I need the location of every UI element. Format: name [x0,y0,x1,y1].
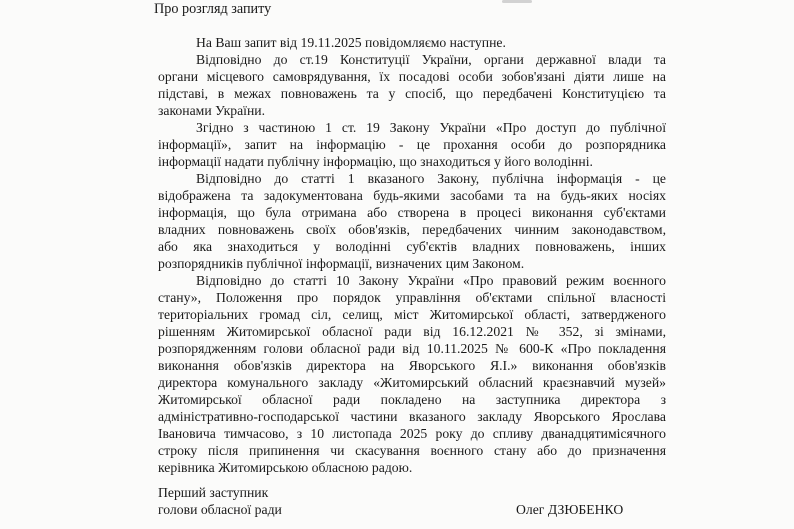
text-line: директора комунального закладу «Житомирський обласний краєзнавчий музей» [158,375,666,390]
text-line: відображена та задокументована будь-якими засобами та на будь-яких носіях [158,188,666,203]
position-line: голови обласної ради [158,502,282,517]
text-line: інформації надати публічну інформацію, що знаходиться у його володінні. [158,154,593,169]
paragraph-access-law [158,119,666,170]
paragraph-intro [158,34,666,51]
text-line: Івановича тимчасово, з 10 листопада 2025 року до спливу дванадцятимісячного [158,426,666,441]
text-line: інформації», запит на інформацію - це прохання особи до розпорядника [158,137,666,152]
document-subject: Про розгляд запиту [154,1,272,17]
text-line: строку після припинення чи скасування воєнного стану або до призначення [158,443,666,458]
text-line: Згідно з частиною 1 ст. 19 Закону України «Про доступ до публічної [196,120,666,135]
signatory-position [158,484,282,518]
paragraph-public-info [158,170,666,272]
text-line: На Ваш запит від 19.11.2025 повідомляємо наступне. [196,35,506,50]
text-line: законами України. [158,103,266,118]
text-line: Житомирської обласної ради покладено на заступника директора з [158,392,666,407]
text-line: розпорядженням голови обласної ради від 10.11.2025 № 600-К «Про покладення [158,341,666,356]
text-line: адміністративно-господарської частини вказаного закладу Яворського Ярослава [158,409,666,424]
text-line: розпорядників публічної інформації, визначених цим Законом. [158,256,525,271]
text-line: підставі, в межах повноважень та у спосіб, що передбачені Конституцією та [158,86,666,101]
text-line: виконання обов'язків директора на Яворського Я.І.» виконання обов'язків [158,358,666,373]
text-line: територіальних громад сіл, селищ, міст Житомирської області, затвердженого [158,307,666,322]
document-body [158,34,666,476]
text-line: рішенням Житомирської обласної ради від 16.12.2021 № 352, зі змінами, [158,324,666,339]
text-line: Відповідно до ст.19 Конституції України, органи державної влади та [196,52,666,67]
text-line: владних повноважень своїх обов'язків, передбачених чинним законодавством, [158,222,666,237]
text-line: Відповідно до статті 10 Закону України «Про правовий режим воєнного [196,273,666,288]
text-line: керівника Житомирською обласною радою. [158,460,413,475]
scan-mark [502,0,532,3]
text-line: Відповідно до статті 1 вказаного Закону, публічна інформація - це [196,171,666,186]
text-line: органи місцевого самоврядування, їх посадові особи зобов'язані діяти лише на [158,69,666,84]
position-line: Перший заступник [158,485,269,500]
text-line: або яка знаходиться у володінні суб'єктів владних повноважень, інших [158,239,666,254]
text-line: інформація, що була отримана або створена в процесі виконання суб'єктами [158,205,666,220]
paragraph-martial-law [158,272,666,476]
signatory-name: Олег ДЗЮБЕНКО [516,502,624,517]
paragraph-constitution [158,51,666,119]
text-line: стану», Положення про порядок управління об'єктами спільної власності [158,290,666,305]
